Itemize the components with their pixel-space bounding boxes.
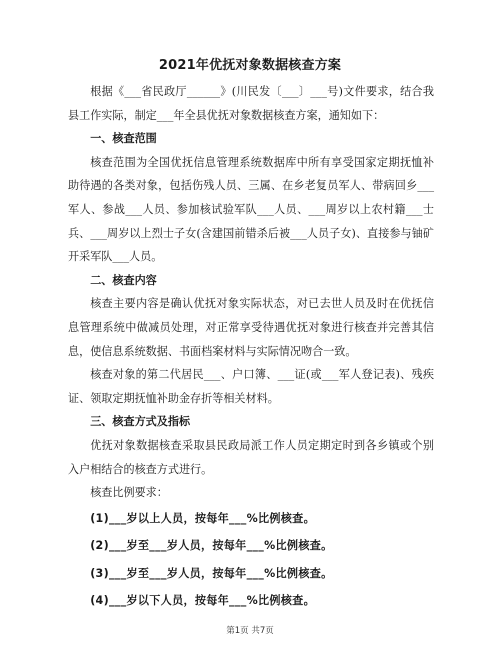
ratio-item: (1)___岁以上人员，按每年___%比例核查。 bbox=[90, 511, 315, 525]
method-paragraph-2: 核查比例要求： bbox=[90, 486, 168, 500]
document-body bbox=[68, 80, 434, 617]
section-heading-scope: 一、核查范围 bbox=[90, 132, 157, 146]
scope-paragraph: 核查范围为全国优抚信息管理系统数据库中所有享受国家定期抚恤补助待遇的各类对象，包括伤残人员、三属、在乡老复员军人、带病回乡___军人、参战___人员、参加核试验军队___人员、___周岁以上农村籍___士兵、___周岁以上烈士子女(含建国前错杀后被___人员子女)、直接参与铀矿开采军队___人员。 bbox=[68, 155, 434, 264]
method-paragraph-1: 优抚对象数据核查采取县民政局派工作人员定期定时到各乡镇或个别入户相结合的核查方式进行。 bbox=[68, 438, 434, 476]
content-paragraph-1: 核查主要内容是确认优抚对象实际状态，对已去世人员及时在优抚信息管理系统中做减员处理，对正常享受待遇优抚对象进行核查并完善其信息，使信息系统数据、书面档案材料与实际情况吻合一致。 bbox=[68, 297, 434, 358]
ratio-item: (2)___岁至___岁人员，按每年___%比例核查。 bbox=[90, 539, 333, 553]
ratio-item: (3)___岁至___岁人员，按每年___%比例核查。 bbox=[90, 566, 333, 580]
document-title: 2021年优抚对象数据核查方案 bbox=[158, 58, 342, 73]
ratio-item: (4)___岁以下人员，按每年___%比例核查。 bbox=[90, 594, 315, 608]
content-paragraph-2: 核查对象的第二代居民___、户口簿、___证(或___军人登记表)、残疾证、领取定期抚恤补助金存折等相关材料。 bbox=[68, 368, 434, 405]
section-heading-method: 三、核查方式及指标 bbox=[90, 415, 191, 429]
page-footer: 第1页 共7页 bbox=[226, 626, 274, 636]
section-heading-content: 二、核查内容 bbox=[90, 273, 157, 287]
intro-paragraph: 根据《___省民政厅______》(川民发〔___〕___号)文件要求，结合我县工作实际，制定___年全县优抚对象数据核查方案，通知如下： bbox=[68, 85, 434, 122]
